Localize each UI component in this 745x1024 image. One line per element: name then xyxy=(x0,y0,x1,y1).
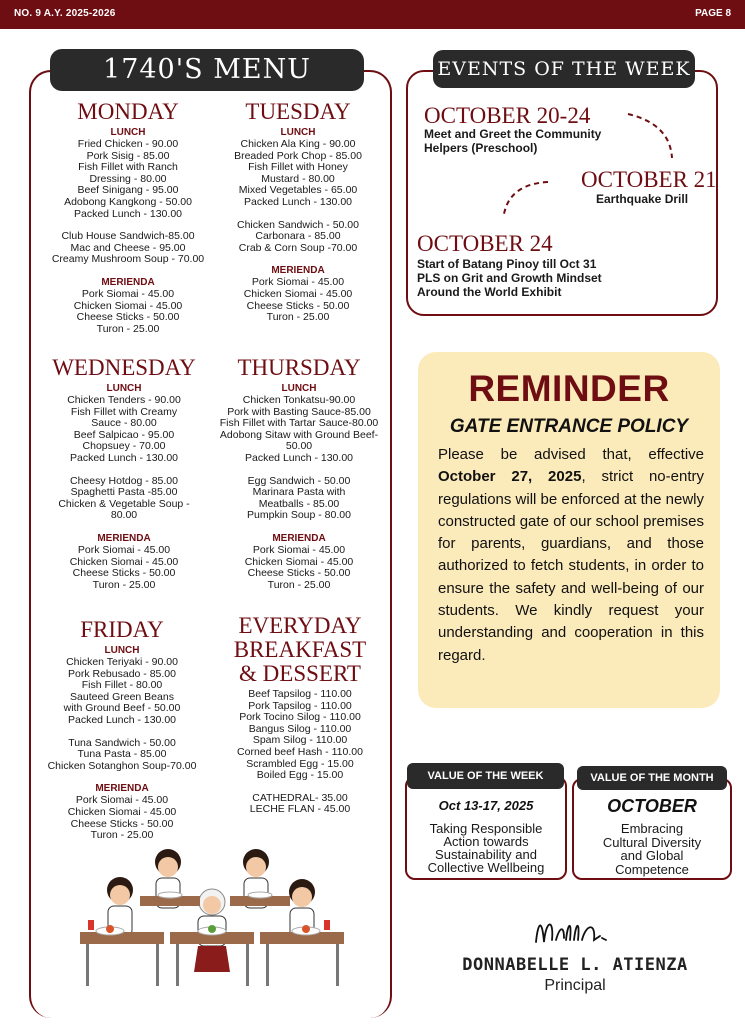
menu-item: Club House Sandwich-85.00 xyxy=(61,230,195,243)
reminder-body-post: , strict no-entry regulations will be enforced at the newly constructed gate of our school premises for parents, guardians, and those authorized to fetch students, in order to ensure the safety and well-being of our students. We kindly request your understanding and cooperation in this regard. xyxy=(438,468,704,664)
menu-item: Fried Chicken - 90.00 xyxy=(77,138,179,150)
menu-item: Chicken Tonkatsu-90.00 xyxy=(242,394,356,406)
event-3-text-line-3: Around the World Exhibit xyxy=(417,285,562,299)
event-2-text: Earthquake Drill xyxy=(596,192,689,206)
menu-item: Pork Siomai - 45.00 xyxy=(81,287,175,300)
menu-item: Pork Tapsilog - 110.00 xyxy=(248,699,352,712)
monday-heading: MONDAY xyxy=(77,99,179,124)
menu-item: Meatballs - 85.00 xyxy=(258,497,340,510)
menu-item: Pork Tocino Silog - 110.00 xyxy=(239,711,361,724)
event-1-text-line-2: Helpers (Preschool) xyxy=(424,141,538,155)
value-month-label: VALUE OF THE MONTH xyxy=(577,766,727,790)
menu-item: Chicken Siomai - 45.00 xyxy=(243,287,353,300)
menu-item: Pork Rebusado - 85.00 xyxy=(68,667,176,680)
menu-item: Spaghetti Pasta -85.00 xyxy=(70,486,178,499)
tuesday-heading: TUESDAY xyxy=(245,99,351,124)
tuesday-lunch-label: LUNCH xyxy=(280,127,316,138)
menu-item: Beef Salpicao - 95.00 xyxy=(73,428,175,441)
everyday-heading-2: BREAKFAST xyxy=(233,637,367,662)
friday-heading: FRIDAY xyxy=(80,617,164,642)
everyday-breakfast-list xyxy=(214,689,386,782)
menu-title: 1740'S MENU xyxy=(50,49,364,91)
thursday-lunch-label: LUNCH xyxy=(281,383,317,394)
value-month-text xyxy=(574,822,730,876)
menu-item: Tuna Sandwich - 50.00 xyxy=(68,736,176,749)
menu-item: Pork Siomai - 45.00 xyxy=(251,276,345,289)
menu-item: Fish Fillet with Honey xyxy=(248,161,348,174)
principal-name: DONNABELLE L. ATIENZA xyxy=(462,955,688,975)
header-bar xyxy=(0,0,745,29)
reminder-card xyxy=(418,352,720,708)
everyday-dessert-list xyxy=(214,793,386,816)
monday-lunch-label: LUNCH xyxy=(110,127,146,138)
menu-item: Chicken Sandwich - 50.00 xyxy=(237,218,359,231)
event-3-date: OCTOBER 24 xyxy=(417,231,553,256)
menu-item: Dressing - 80.00 xyxy=(89,172,167,185)
menu-item: Adobong Kangkong - 50.00 xyxy=(64,195,192,208)
menu-item: Crab & Corn Soup -70.00 xyxy=(238,241,358,254)
wednesday-heading: WEDNESDAY xyxy=(52,355,196,380)
menu-item: Egg Sandwich - 50.00 xyxy=(247,474,351,487)
menu-item: Chicken Siomai - 45.00 xyxy=(73,299,183,312)
value-week-line-3: Sustainability and xyxy=(435,847,537,862)
menu-monday xyxy=(42,100,214,335)
value-month-line-4: Competence xyxy=(615,861,689,877)
menu-item: Fish Fillet with Tartar Sauce-80.00 xyxy=(219,417,379,430)
reminder-title: REMINDER xyxy=(468,368,670,409)
menu-everyday xyxy=(214,614,386,816)
everyday-heading-1: EVERYDAY xyxy=(238,613,362,638)
menu-item: Chicken Tenders - 90.00 xyxy=(67,394,181,406)
event-2-date: OCTOBER 21 xyxy=(581,167,717,192)
value-month-line-2: Cultural Diversity xyxy=(602,834,702,850)
menu-item: Pork with Basting Sauce-85.00 xyxy=(227,405,371,418)
menu-item: Boiled Egg - 15.00 xyxy=(256,769,344,782)
menu-item: Cheese Sticks - 50.00 xyxy=(76,311,180,324)
menu-item: Turon - 25.00 xyxy=(92,578,156,591)
value-week-label: VALUE OF THE WEEK xyxy=(407,763,564,789)
menu-tuesday xyxy=(212,100,384,324)
reminder-body-pre: Please be advised that, effective xyxy=(438,446,704,463)
wednesday-merienda-label: MERIENDA xyxy=(97,532,151,544)
menu-item: Cheese Sticks - 50.00 xyxy=(72,567,176,580)
menu-item: Pork Siomai - 45.00 xyxy=(75,794,169,807)
value-week-date: Oct 13-17, 2025 xyxy=(438,798,534,813)
signature-mark xyxy=(530,912,630,952)
menu-item: Marinara Pasta with xyxy=(252,486,346,499)
menu-thursday xyxy=(210,356,388,591)
menu-item: Packed Lunch - 130.00 xyxy=(244,195,352,208)
value-week-text xyxy=(407,822,565,874)
student-figures xyxy=(107,849,315,972)
wednesday-lunch-label: LUNCH xyxy=(106,383,142,394)
menu-item: Turon - 25.00 xyxy=(266,311,330,324)
menu-item: Beef Tapsilog - 110.00 xyxy=(248,688,352,700)
everyday-heading-3: & DESSERT xyxy=(239,661,361,686)
menu-item: Carbonara - 85.00 xyxy=(255,230,341,243)
menu-item: Pork Siomai - 45.00 xyxy=(252,543,346,556)
page-number: PAGE 8 xyxy=(695,8,731,19)
issue-label: NO. 9 A.Y. 2025-2026 xyxy=(14,8,116,19)
reminder-effective-date: October 27, 2025 xyxy=(438,468,582,486)
menu-item: Corned beef Hash - 110.00 xyxy=(237,745,363,758)
menu-item: Mac and Cheese - 95.00 xyxy=(70,241,186,254)
menu-item: Cheese Sticks - 50.00 xyxy=(70,817,174,830)
menu-item: Packed Lunch - 130.00 xyxy=(245,451,353,464)
friday-merienda-label: MERIENDA xyxy=(95,783,149,795)
menu-item: Chicken Sotanghon Soup-70.00 xyxy=(47,759,197,772)
menu-item: Sauteed Green Beans xyxy=(70,690,174,703)
menu-item: Pumpkin Soup - 80.00 xyxy=(247,509,351,522)
reminder-subtitle: GATE ENTRANCE POLICY xyxy=(449,416,689,437)
menu-item: Chopsuey - 70.00 xyxy=(82,440,166,453)
menu-item: Fish Fillet - 80.00 xyxy=(81,679,163,692)
menu-item: Pork Siomai - 45.00 xyxy=(77,543,171,556)
value-week-line-1: Taking Responsible xyxy=(429,821,543,836)
menu-item: Spam Silog - 110.00 xyxy=(252,734,348,747)
value-month-line-3: and Global xyxy=(620,848,684,863)
menu-item: Fish Fillet with Ranch xyxy=(78,161,178,174)
monday-merienda-label: MERIENDA xyxy=(101,276,155,288)
menu-item: Turon - 25.00 xyxy=(96,322,160,335)
events-title: EVENTS OF THE WEEK xyxy=(433,50,695,88)
menu-item: 80.00 xyxy=(110,509,138,522)
event-1-date: OCTOBER 20-24 xyxy=(424,103,591,128)
menu-item: Chicken Siomai - 45.00 xyxy=(67,805,177,818)
menu-item: Creamy Mushroom Soup - 70.00 xyxy=(51,253,205,266)
menu-item: Cheese Sticks - 50.00 xyxy=(246,299,350,312)
value-week-card xyxy=(405,776,567,880)
menu-item: Breaded Pork Chop - 85.00 xyxy=(234,149,362,162)
menu-item: Pork Sisig - 85.00 xyxy=(86,149,170,162)
event-1-text-line-1: Meet and Greet the Community xyxy=(424,127,602,141)
menu-item: CATHEDRAL- 35.00 xyxy=(252,791,348,804)
tuesday-merienda-label: MERIENDA xyxy=(271,265,325,277)
thursday-merienda-label: MERIENDA xyxy=(272,532,326,544)
menu-item: Mustard - 80.00 xyxy=(261,172,335,185)
menu-friday xyxy=(36,618,208,842)
menu-item: 50.00 xyxy=(285,440,313,453)
menu-item: Packed Lunch - 130.00 xyxy=(68,713,176,726)
menu-item: Scrambled Egg - 15.00 xyxy=(246,757,354,770)
menu-item: Chicken Ala King - 90.00 xyxy=(240,138,356,150)
value-month-month: OCTOBER xyxy=(607,796,697,816)
menu-item: Mixed Vegetables - 65.00 xyxy=(238,184,358,197)
menu-item: Tuna Pasta - 85.00 xyxy=(77,748,167,761)
menu-item: Chicken Siomai - 45.00 xyxy=(69,555,179,568)
menu-item: Chicken Siomai - 45.00 xyxy=(244,555,354,568)
value-month-line-1: Embracing xyxy=(620,821,684,836)
value-week-line-2: Action towards xyxy=(443,834,529,849)
menu-item: LECHE FLAN - 45.00 xyxy=(249,803,351,816)
friday-lunch-label: LUNCH xyxy=(104,645,140,656)
principal-title: Principal xyxy=(544,977,606,994)
menu-item: Turon - 25.00 xyxy=(90,829,154,842)
reminder-body xyxy=(438,444,704,667)
menu-item: Chicken Teriyaki - 90.00 xyxy=(66,656,178,668)
menu-item: with Ground Beef - 50.00 xyxy=(63,702,181,715)
menu-item: Packed Lunch - 130.00 xyxy=(70,451,178,464)
menu-item: Turon - 25.00 xyxy=(267,578,331,591)
menu-item: Cheesy Hotdog - 85.00 xyxy=(70,474,178,487)
menu-wednesday xyxy=(38,356,210,591)
students-eating-illustration xyxy=(70,840,350,990)
event-3-text-line-1: Start of Batang Pinoy till Oct 31 xyxy=(417,257,597,271)
menu-item: Cheese Sticks - 50.00 xyxy=(247,567,351,580)
menu-item: Beef Sinigang - 95.00 xyxy=(77,184,179,197)
menu-item: Adobong Sitaw with Ground Beef- xyxy=(219,428,379,441)
thursday-heading: THURSDAY xyxy=(237,355,361,380)
value-month-card xyxy=(572,778,732,880)
menu-item: Bangus Silog - 110.00 xyxy=(248,722,352,735)
value-week-line-4: Collective Wellbeing xyxy=(427,860,545,875)
event-3-text-line-2: PLS on Grit and Growth Mindset xyxy=(417,271,602,285)
menu-item: Fish Fillet with Creamy xyxy=(70,405,178,418)
menu-item: Chicken & Vegetable Soup - xyxy=(58,497,190,510)
menu-item: Sauce - 80.00 xyxy=(91,417,157,430)
menu-item: Packed Lunch - 130.00 xyxy=(74,207,182,220)
